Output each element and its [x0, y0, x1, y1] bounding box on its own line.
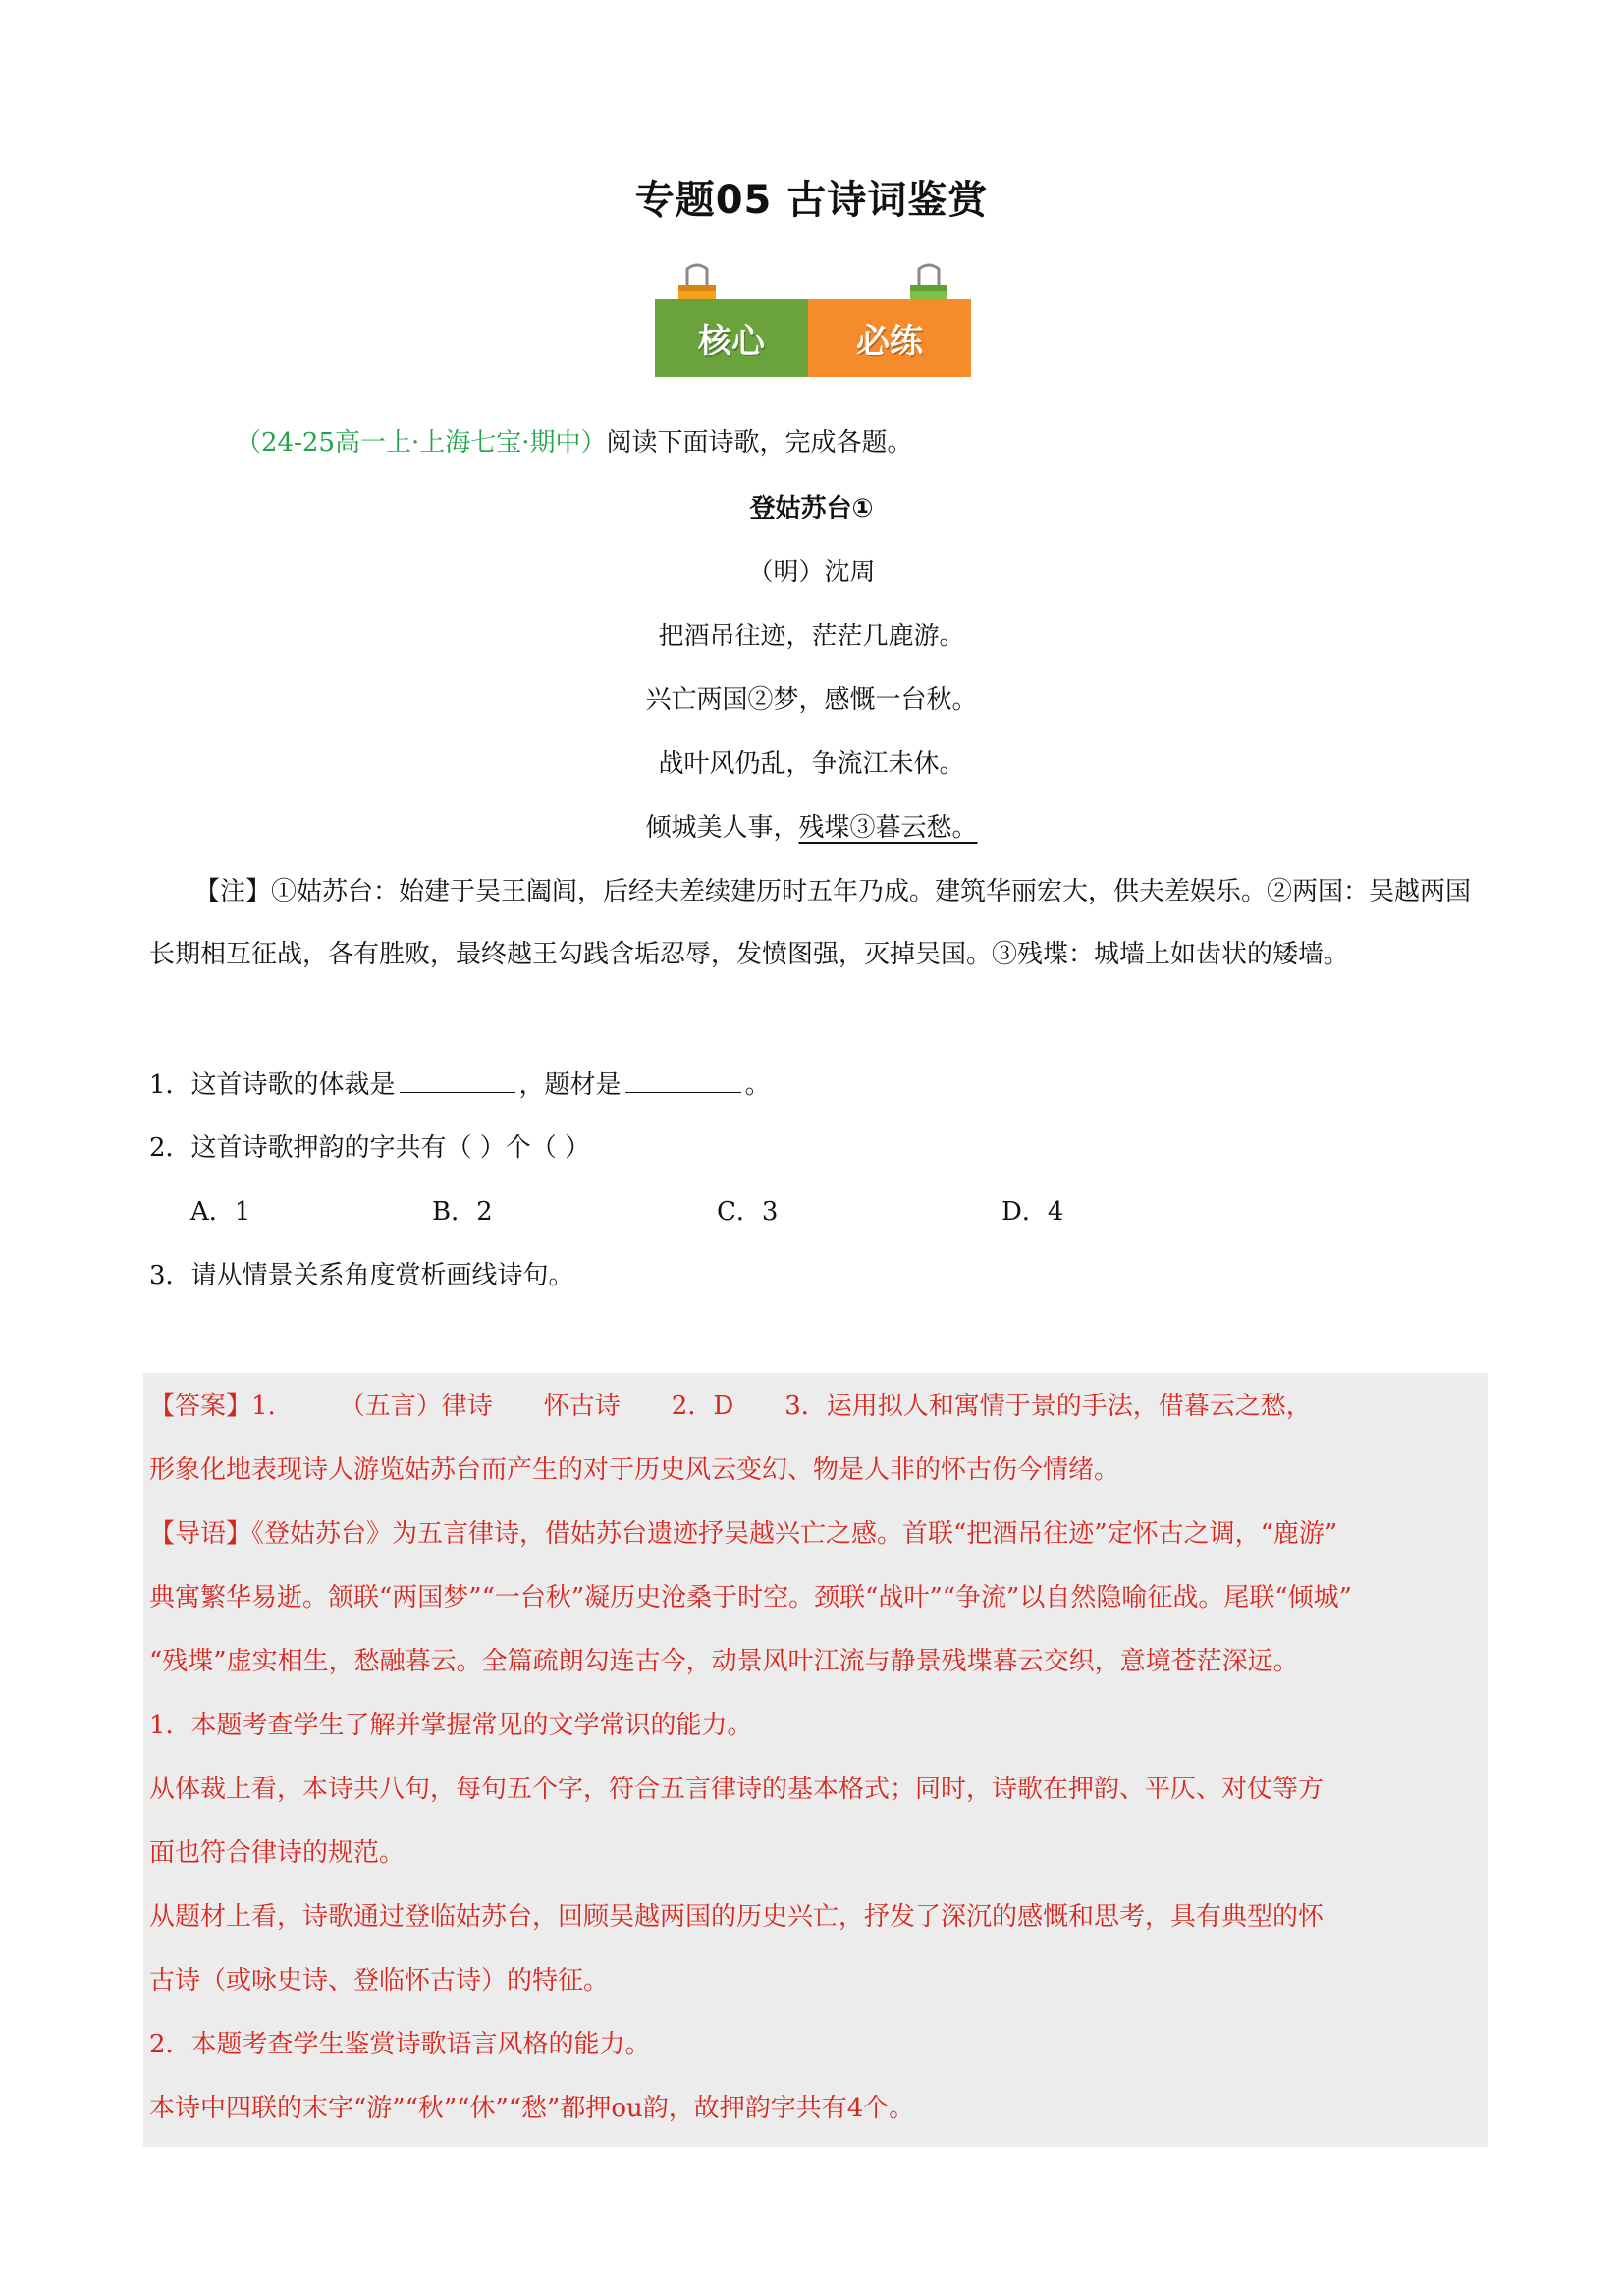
- question-2: 2．这首诗歌押韵的字共有（ ）个（ ）: [149, 1133, 591, 1163]
- answer-blank[interactable]: [625, 1068, 741, 1093]
- question-instruction: 阅读下面诗歌，完成各题。: [606, 428, 913, 458]
- poem-underlined-line: 残堞③暮云愁。: [798, 813, 978, 843]
- option-a[interactable]: A．1: [190, 1197, 251, 1227]
- poem-line-plain: 倾城美人事，: [645, 813, 799, 843]
- badge-practice-label: 必练: [808, 299, 971, 377]
- question-1: [149, 1068, 771, 1101]
- answer-line: 【答案】1. （五言）律诗 怀古诗 2．D 3．运用拟人和寓情于景的手法，借暮云之愁，: [149, 1392, 1312, 1421]
- question-1-text: ，题材是: [518, 1070, 622, 1100]
- answer-line: 形象化地表现诗人游览姑苏台而产生的对于历史风云变幻、物是人非的怀古伤今情绪。: [149, 1455, 1120, 1485]
- poem-line: 兴亡两国②梦，感慨一台秋。: [645, 685, 978, 715]
- core-practice-badge: [655, 263, 971, 381]
- explanation-line: 本诗中四联的末字“游”“秋”“休”“愁”都押ou韵，故押韵字共有4个。: [149, 2094, 915, 2123]
- explanation-heading: 1．本题考查学生了解并掌握常见的文学常识的能力。: [149, 1711, 753, 1740]
- option-c[interactable]: C．3: [717, 1197, 779, 1227]
- guide-line: 【导语】《登姑苏台》为五言律诗，借姑苏台遗迹抒吴越兴亡之感。首联“把酒吊往迹”定怀古之调，“鹿游”: [149, 1519, 1338, 1549]
- poem-last-line: [0, 812, 1623, 844]
- badge-core-label: 核心: [655, 299, 808, 377]
- explanation-line: 从题材上看，诗歌通过登临姑苏台，回顾吴越两国的历史兴亡，抒发了深沉的感慨和思考，具有典型的怀: [149, 1902, 1325, 1932]
- question-3: 3．请从情景关系角度赏析画线诗句。: [149, 1261, 574, 1290]
- option-b[interactable]: B．2: [432, 1197, 493, 1227]
- explanation-line: 面也符合律诗的规范。: [149, 1838, 406, 1868]
- poem-note: 【注】①姑苏台：始建于吴王阖闾，后经夫差续建历时五年乃成。建筑华丽宏大，供夫差娱乐。②两国：吴越两国长期相互征战，各有胜败，最终越王勾践含垢忍辱，发愤图强，灭掉吴国。③残堞：城墙上如齿状的矮墙。: [149, 877, 1472, 969]
- question-1-text: 。: [744, 1070, 771, 1100]
- poem-line: 战叶风仍乱，争流江未休。: [658, 749, 965, 779]
- option-d[interactable]: D．4: [1001, 1197, 1064, 1227]
- page-title: 专题05 古诗词鉴赏: [634, 178, 989, 223]
- guide-line: 典寓繁华易逝。颔联“两国梦”“一台秋”凝历史沧桑于时空。颈联“战叶”“争流”以自然隐喻征战。尾联“倾城”: [149, 1583, 1352, 1613]
- question-intro: [236, 427, 913, 459]
- explanation-line: 从体裁上看，本诗共八句，每句五个字，符合五言律诗的基本格式；同时，诗歌在押韵、平仄、对仗等方: [149, 1775, 1325, 1804]
- guide-line: “残堞”虚实相生，愁融暮云。全篇疏朗勾连古今，动景风叶江流与静景残堞暮云交织，意境苍茫深远。: [149, 1647, 1299, 1676]
- poem-title: 登姑苏台①: [749, 494, 874, 523]
- poem-author: （明）沈周: [747, 558, 876, 587]
- explanation-heading: 2．本题考查学生鉴赏诗歌语言风格的能力。: [149, 2030, 651, 2059]
- explanation-line: 古诗（或咏史诗、登临怀古诗）的特征。: [149, 1966, 610, 1995]
- question-1-text: 1．这首诗歌的体裁是: [149, 1070, 396, 1100]
- question-source: （24-25高一上·上海七宝·期中）: [236, 428, 607, 458]
- answer-blank[interactable]: [400, 1068, 515, 1093]
- poem-line: 把酒吊往迹，茫茫几鹿游。: [658, 622, 965, 651]
